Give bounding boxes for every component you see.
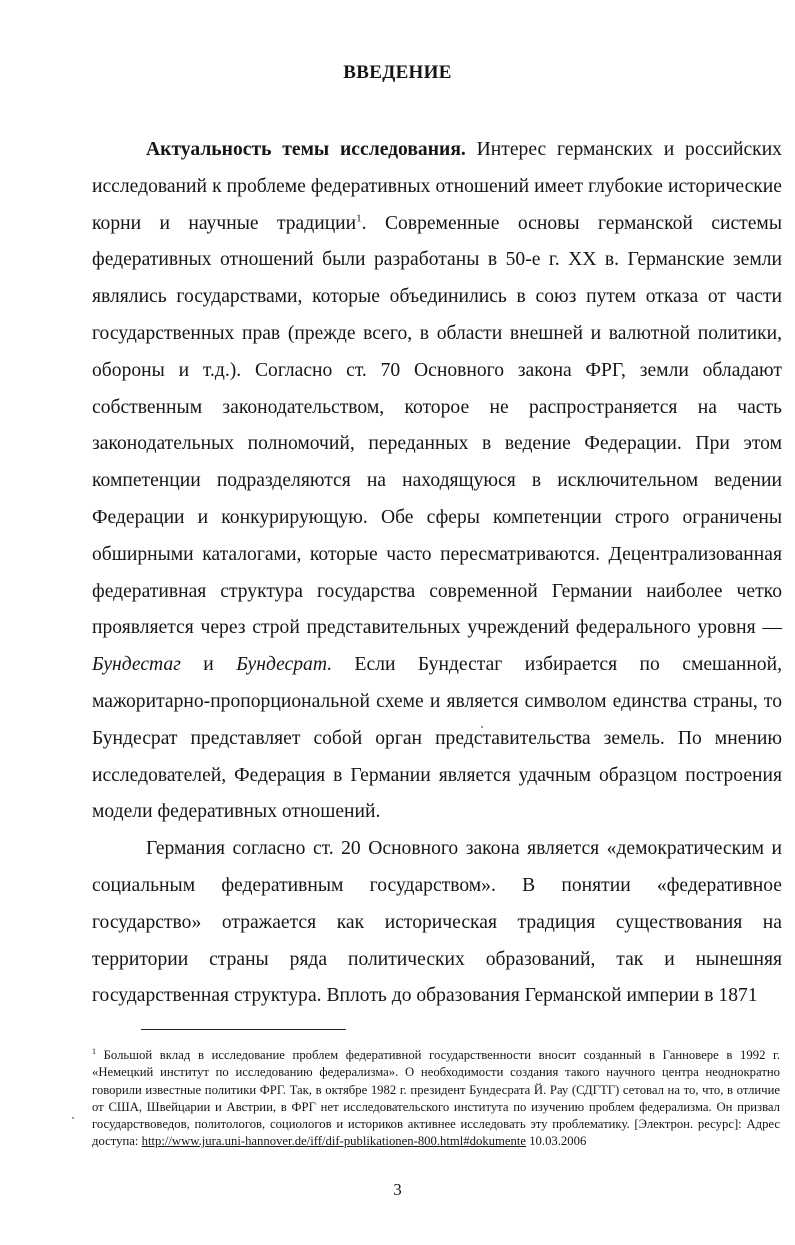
- paragraph-text: Если Бундестаг избирается по смешанной, мажоритарно-пропорциональной схеме и является символом единства страны, то Бундесрат представляет собой орган представительства земель. По мнению исследователей, Федерация в Германии является удачным образцом построения модели федеративных отношений.: [92, 654, 782, 823]
- footnote-divider: [141, 1029, 346, 1030]
- footnote-link[interactable]: http://www.jura.uni-hannover.de/iff/dif-publikationen-800.html#dokumente: [141, 1134, 527, 1149]
- conjunction-text: и: [180, 654, 237, 676]
- paragraph-federal-state: Германия согласно ст. 20 Основного закона является «демократическим и социальным федеративным государством». В понятии «федеративное государство» отражается как историческая традиция существования на территории страны ряда политических образований, так и нынешняя государственная структура. Вплоть до образования Германской империи в 1871: [92, 838, 782, 1007]
- main-text: [92, 132, 782, 1015]
- paragraph-lead-heading: Актуальность темы исследования.: [146, 139, 466, 160]
- term-bundesrat: Бундесрат.: [236, 654, 333, 676]
- paragraph-text: Интерес германских и российских исследований к проблеме федеративных отношений имеет глубокие исторические корни и научные традиции: [92, 139, 782, 234]
- term-bundestag: Бундестаг: [92, 654, 181, 676]
- paragraph-relevance: [92, 132, 782, 831]
- footnote-text: Большой вклад в исследование проблем федеративной государственности вносит созданный в Ганновере в 1992 г. «Немецкий институт по исследованию федерализма». О необходимости создания такого научного центра неоднократно говорили известные политики ФРГ. Так, в октябре 1982 г. президент Бундесрата Й. Рау (СДГТГ) сетовал на то, что, в отличие от США, Швейцарии и Австрии, в ФРГ нет исследовательского института по изучению проблем федерализма. Он призвал государствоведов, политологов, социологов и историков активнее исследовать эту проблематику. [Электрон. ресурс]: Адрес доступа:: [92, 1048, 780, 1149]
- scan-speck: [72, 1117, 74, 1119]
- footnote-reference: 1: [356, 212, 362, 225]
- scan-speck: [481, 726, 483, 728]
- footnote: [92, 1047, 780, 1151]
- footnote-marker: 1: [92, 1046, 96, 1056]
- page-title: ВВЕДЕНИЕ: [343, 62, 452, 83]
- page-number: 3: [393, 1180, 402, 1199]
- paragraph-text: . Современные основы германской системы федеративных отношений были разработаны в 50-е г. XX в. Германские земли являлись государствами, которые объединились в союз путем отказа от части государственных прав (прежде всего, в области внешней и валютной политики, обороны и т.д.). Согласно ст. 70 Основного закона ФРГ, земли обладают собственным законодательством, которое не распространяется на часть законодательных полномочий, переданных в ведение Федерации. При этом компетенции подразделяются на находящуюся в исключительном ведении Федерации и конкурирующую. Обе сферы компетенции строго ограничены обширными каталогами, которые часто пересматриваются. Децентрализованная федеративная структура государства современной Германии наиболее четко проявляется через строй представительных учреждений федерального уровня —: [92, 212, 782, 639]
- footnote-date: 10.03.2006: [526, 1134, 587, 1149]
